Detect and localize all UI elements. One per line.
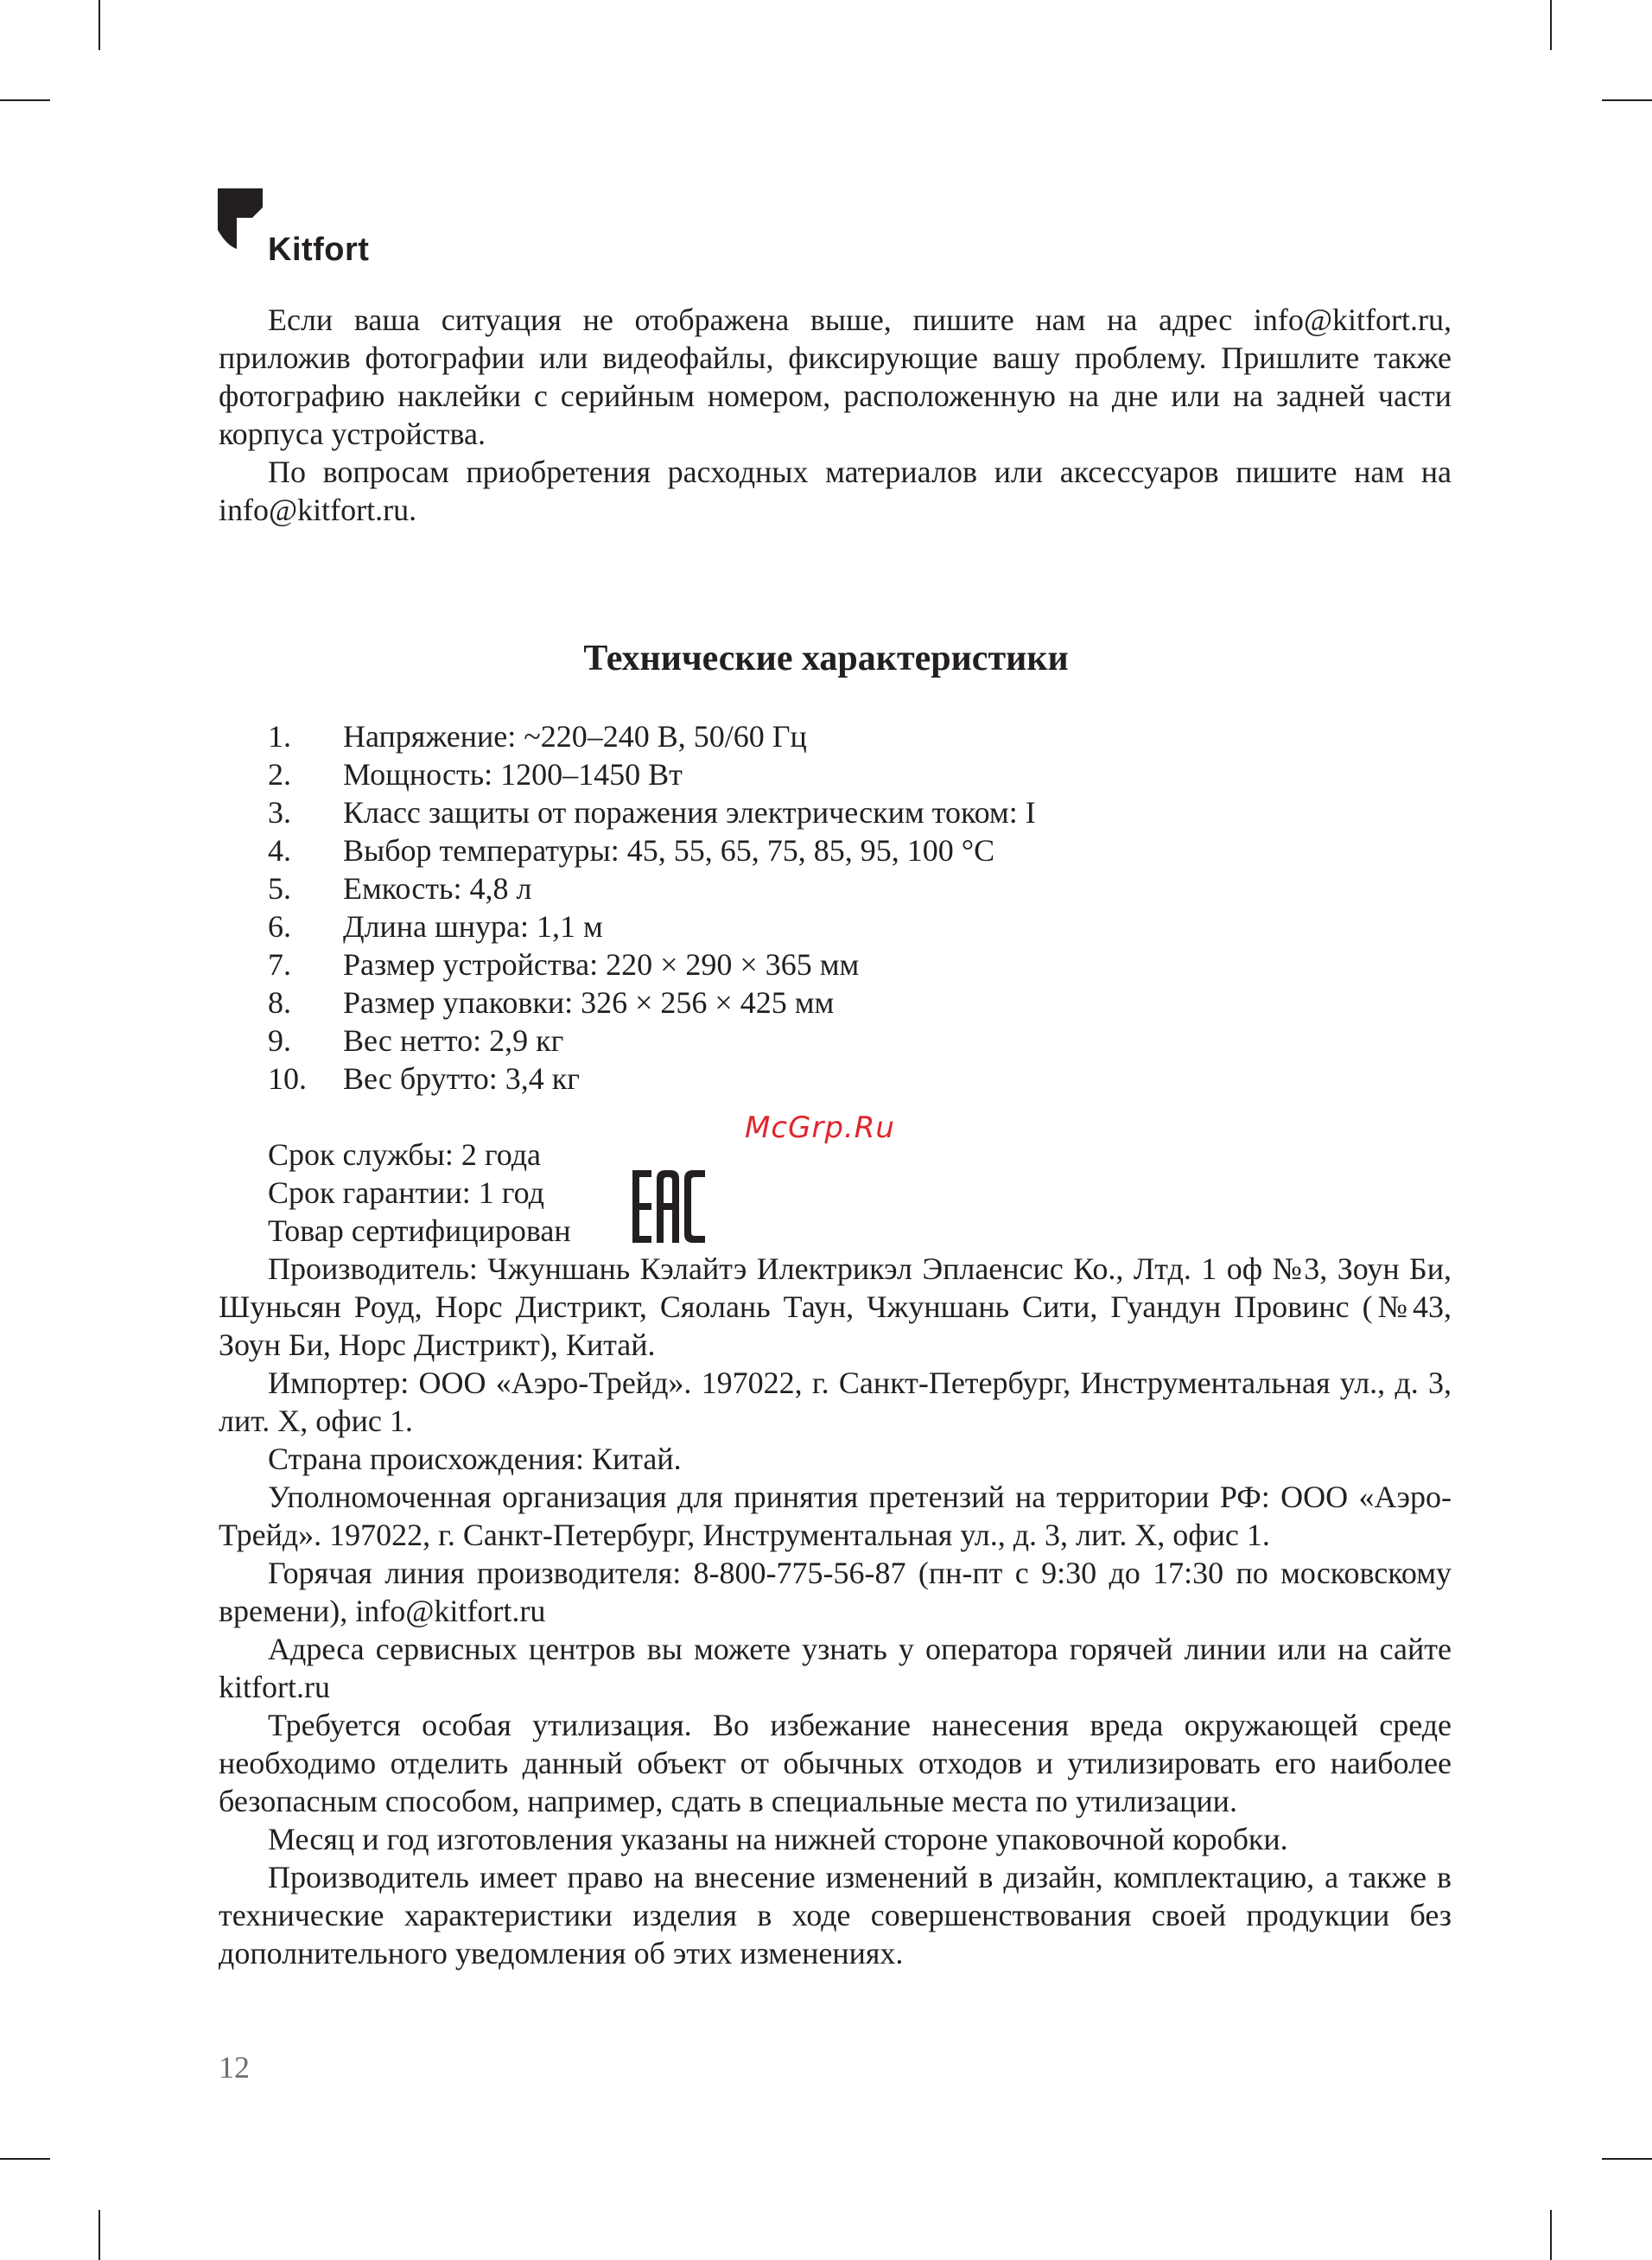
list-text: Размер упаковки: 326 × 256 × 425 мм bbox=[343, 985, 835, 1020]
intro-paragraph: Если ваша ситуация не отображена выше, пишите нам на адрес info@kitfort.ru, приложив фотографии или видеофайлы, фиксирующие вашу проблему. Пришлите также фотографию наклейки с серийным номером, расположенную на дне или на задней части корпуса устройства. bbox=[219, 302, 1452, 451]
crop-mark bbox=[1602, 2158, 1652, 2160]
list-number: 3. bbox=[268, 795, 291, 830]
disposal-paragraph: Требуется особая утилизация. Во избежание нанесения вреда окружающей среде необходимо отделить данный объект от обычных отходов и утилизировать его наиболее безопасным способом, например, сдать в специальные места по утилизации. bbox=[219, 1708, 1452, 1818]
list-number: 7. bbox=[268, 947, 291, 982]
list-number: 10. bbox=[268, 1061, 307, 1096]
list-number: 5. bbox=[268, 871, 291, 906]
list-text: Класс защиты от поражения электрическим током: I bbox=[343, 795, 1036, 830]
list-text: Выбор температуры: 45, 55, 65, 75, 85, 95, 100 °С bbox=[343, 833, 995, 868]
list-item bbox=[268, 984, 1036, 1022]
origin-paragraph: Страна происхождения: Китай. bbox=[268, 1442, 682, 1476]
crop-mark bbox=[98, 0, 100, 50]
crop-mark bbox=[0, 2158, 50, 2160]
list-number: 9. bbox=[268, 1023, 291, 1058]
crop-mark bbox=[1550, 2210, 1552, 2260]
service-info bbox=[268, 1136, 571, 1250]
list-text: Размер устройства: 220 × 290 × 365 мм bbox=[343, 947, 860, 982]
list-text: Длина шнура: 1,1 м bbox=[343, 909, 603, 944]
hotline-paragraph: Горячая линия производителя: 8-800-775-56-87 (пн-пт с 9:30 до 17:30 по московскому времени), info@kitfort.ru bbox=[219, 1556, 1452, 1628]
list-text: Напряжение: ~220–240 В, 50/60 Гц bbox=[343, 719, 807, 754]
crop-mark bbox=[0, 99, 50, 101]
list-item bbox=[268, 1022, 1036, 1060]
list-text: Вес брутто: 3,4 кг bbox=[343, 1061, 580, 1096]
list-number: 1. bbox=[268, 719, 291, 754]
crop-mark bbox=[1550, 0, 1552, 50]
authorized-org-paragraph: Уполномоченная организация для принятия претензий на территории РФ: ООО «Аэро-Трейд». 197022, г. Санкт-Петербург, Инструментальная ул., д. 3, лит. Х, офис 1. bbox=[219, 1480, 1452, 1552]
list-text: Вес нетто: 2,9 кг bbox=[343, 1023, 564, 1058]
manufacturer-paragraph: Производитель: Чжуншань Кэлайтэ Илектрикэл Эплаенсис Ко., Лтд. 1 оф №3, Зоун Би, Шуньсян Роуд, Норс Дистрикт, Сяолань Таун, Чжуншань Сити, Гуандун Провинс (№43, Зоун Би, Норс Дистрикт), Китай. bbox=[219, 1251, 1452, 1362]
certified: Товар сертифицирован bbox=[268, 1213, 571, 1248]
list-item bbox=[268, 907, 1036, 945]
eac-mark-icon bbox=[632, 1170, 705, 1243]
list-item bbox=[268, 755, 1036, 793]
page-number: 12 bbox=[219, 2050, 250, 2085]
list-item bbox=[268, 831, 1036, 869]
list-item bbox=[268, 793, 1036, 831]
list-number: 8. bbox=[268, 985, 291, 1020]
lower-block bbox=[219, 1250, 1452, 1972]
changes-paragraph: Производитель имеет право на внесение изменений в дизайн, комплектацию, а также в технические характеристики изделия в ходе совершенствования своей продукции без дополнительного уведомления об этих изменениях. bbox=[219, 1860, 1452, 1970]
brand-name: Kitfort bbox=[268, 232, 370, 268]
intro-paragraph: По вопросам приобретения расходных материалов или аксессуаров пишите нам на info@kitfort.ru. bbox=[219, 455, 1452, 527]
section-title: Технические характеристики bbox=[583, 639, 1069, 678]
importer-paragraph: Импортер: ООО «Аэро-Трейд». 197022, г. Санкт-Петербург, Инструментальная ул., д. 3, лит. Х, офис 1. bbox=[219, 1366, 1452, 1438]
watermark: McGrp.Ru bbox=[745, 1111, 895, 1145]
list-number: 2. bbox=[268, 757, 291, 792]
list-text: Емкость: 4,8 л bbox=[343, 871, 532, 906]
manufacture-date-paragraph: Месяц и год изготовления указаны на нижней стороне упаковочной коробки. bbox=[268, 1822, 1288, 1856]
crop-mark bbox=[1602, 99, 1652, 101]
service-life: Срок службы: 2 года bbox=[268, 1137, 542, 1172]
list-item bbox=[268, 1060, 1036, 1098]
list-number: 4. bbox=[268, 833, 291, 868]
list-item bbox=[268, 945, 1036, 984]
list-text: Мощность: 1200–1450 Вт bbox=[343, 757, 683, 792]
list-number: 6. bbox=[268, 909, 291, 944]
list-item bbox=[268, 717, 1036, 755]
service-centers-paragraph: Адреса сервисных центров вы можете узнать у оператора горячей линии или на сайте kitfort.ru bbox=[219, 1632, 1452, 1704]
intro-block bbox=[219, 301, 1452, 529]
list-item bbox=[268, 869, 1036, 907]
warranty: Срок гарантии: 1 год bbox=[268, 1175, 544, 1210]
spec-list bbox=[268, 717, 1036, 1098]
crop-mark bbox=[98, 2210, 100, 2260]
